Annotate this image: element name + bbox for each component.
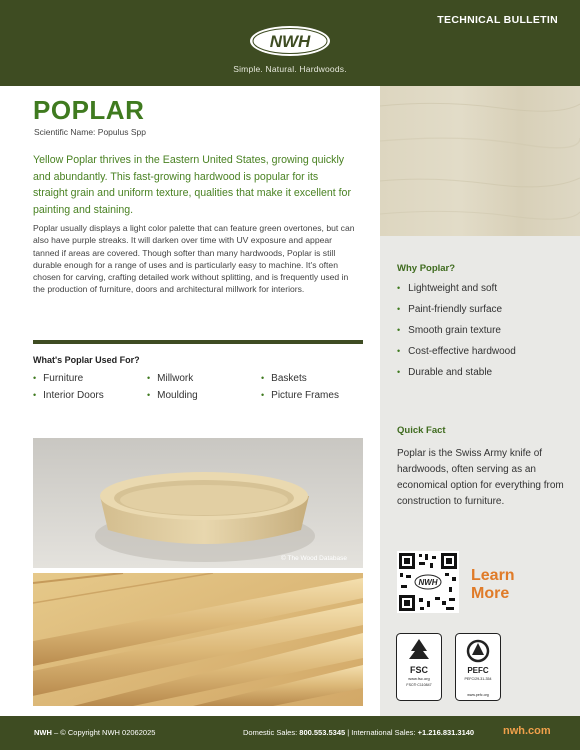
why-item: • Lightweight and soft <box>397 282 567 303</box>
scientific-name: Scientific Name: Populus Spp <box>34 127 146 137</box>
lead-paragraph: Yellow Poplar thrives in the Eastern United States, growing quickly and abundantly. This fast-growing hardwood is popular for its straight grain and uniform texture, qualities that make it excellent for painting and staining. <box>33 154 351 216</box>
why-item: • Paint-friendly surface <box>397 303 567 324</box>
fsc-code: FSC® C110847 <box>406 683 432 687</box>
why-item: • Cost-effective hardwood <box>397 345 567 366</box>
learn-more-line2: More <box>471 585 510 602</box>
fsc-site: www.fsc.org <box>408 676 430 681</box>
domestic-phone[interactable]: 800.553.5345 <box>299 728 346 737</box>
footer-brand: NWH <box>34 728 52 737</box>
quick-fact-text: Poplar is the Swiss Army knife of hardwoods, often serving as an economical option for everything from construction to furniture. <box>397 448 564 507</box>
poplar-wood-swatch <box>380 86 580 236</box>
fsc-text: FSC <box>410 665 428 675</box>
section-divider <box>33 340 363 344</box>
pefc-text: PEFC <box>467 666 489 675</box>
why-item: • Smooth grain texture <box>397 324 567 345</box>
photo-credit: © The Wood Database <box>281 555 347 562</box>
qr-logo-text: NWH <box>418 578 438 587</box>
learn-more-link[interactable] <box>471 567 515 603</box>
footer-sales-contacts <box>243 728 474 737</box>
qr-code[interactable] <box>397 551 459 613</box>
why-heading: Why Poplar? <box>397 263 456 274</box>
use-item: • Millwork <box>147 372 261 385</box>
nwh-logo[interactable] <box>249 25 331 57</box>
quick-fact-heading: Quick Fact <box>397 425 446 436</box>
why-item: • Durable and stable <box>397 366 567 387</box>
learn-more-line1: Learn <box>471 567 515 584</box>
footer-bar <box>0 716 580 750</box>
use-item: • Moulding <box>147 389 261 402</box>
uses-list <box>33 372 363 402</box>
pefc-certification-logo <box>455 633 501 701</box>
header-bar <box>0 0 580 86</box>
use-item: • Picture Frames <box>261 389 363 402</box>
intl-label: | International Sales: <box>345 728 418 737</box>
footer-copyright <box>34 728 155 737</box>
bulletin-label: TECHNICAL BULLETIN <box>437 14 558 26</box>
use-item: • Baskets <box>261 372 363 385</box>
website-link[interactable]: nwh.com <box>503 725 551 737</box>
domestic-label: Domestic Sales: <box>243 728 300 737</box>
logo-text: NWH <box>269 32 311 51</box>
tagline: Simple. Natural. Hardwoods. <box>233 64 347 74</box>
intl-phone[interactable]: +1.216.831.3140 <box>417 728 475 737</box>
body-paragraph: Poplar usually displays a light color palette that can feature green overtones, but can also have purple streaks. It will darken over time with UV exposure and appear tanned if areas are covered. Though softer than many hardwoods, Poplar is still durable enough for a range of uses and is particularly easy to machine. It's often chosen for carving, crafting detailed work without splitting, and is frequently used in the production of furniture, doors and architectural millwork for interiors. <box>33 223 355 295</box>
fsc-certification-logo <box>396 633 442 701</box>
moulding-photo <box>33 573 363 706</box>
pefc-code: PEFC/29-31-354 <box>464 677 492 681</box>
copyright-text: – © Copyright NWH 02062025 <box>51 728 156 737</box>
why-list <box>397 282 567 387</box>
use-item: • Furniture <box>33 372 147 385</box>
pefc-site: www.pefc.org <box>467 693 489 697</box>
bowl-photo <box>33 438 363 568</box>
uses-heading: What's Poplar Used For? <box>33 355 140 365</box>
use-item: • Interior Doors <box>33 389 147 402</box>
page-title: POPLAR <box>33 95 145 125</box>
